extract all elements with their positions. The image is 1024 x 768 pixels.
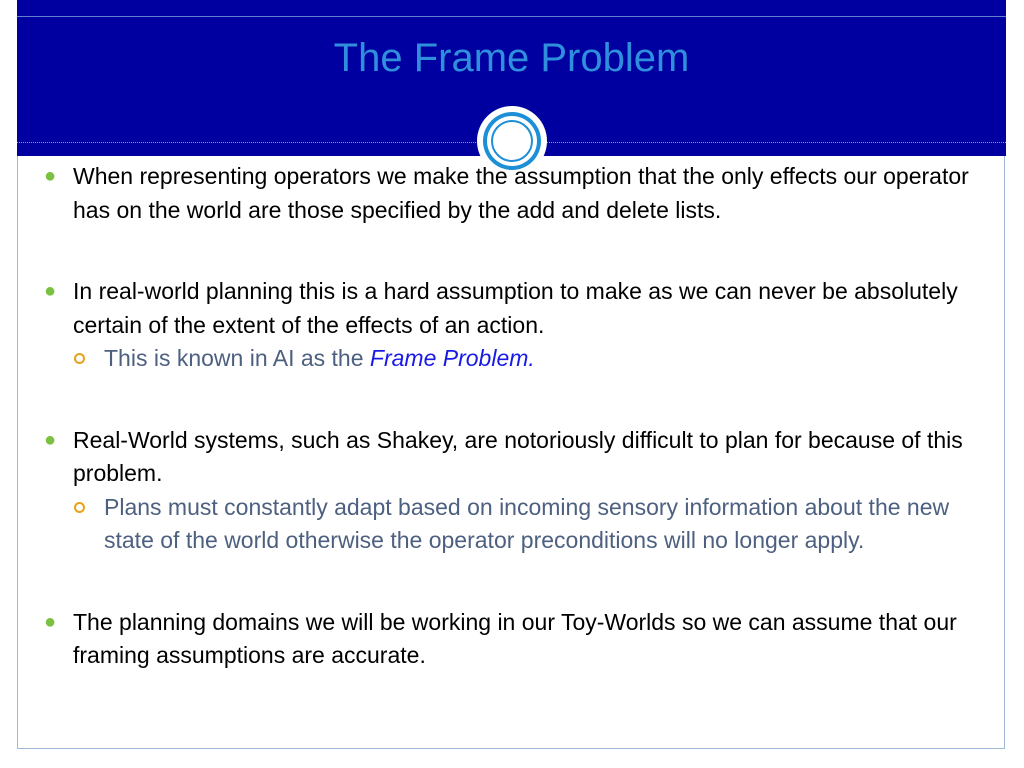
orange-ring-bullet-icon [74, 502, 85, 513]
bullet-text: When representing operators we make the assumption that the only effects our operator has on the world are those specified by the add and delete lists. [73, 163, 969, 223]
spacer [44, 227, 984, 275]
bullet-text: Real-World systems, such as Shakey, are notoriously difficult to plan for because of this problem. [73, 426, 963, 486]
slide-title: The Frame Problem [333, 36, 690, 80]
bullet-item [44, 275, 984, 342]
bullet-text: In real-world planning this is a hard assumption to make as we can never be absolutely certain of the extent of the effects of an action. [73, 278, 958, 338]
sub-bullet-item [44, 491, 984, 558]
spacer [44, 558, 984, 606]
sub-bullet-text: This is known in AI as the [104, 345, 370, 371]
medallion-inner-ring [487, 116, 537, 166]
medallion-core [491, 120, 533, 162]
sub-bullet-item [44, 342, 984, 376]
slide-body [44, 160, 984, 673]
orange-ring-bullet-icon [74, 353, 85, 364]
spacer [44, 376, 984, 424]
green-dot-bullet-icon: ● [44, 610, 57, 633]
sub-bullet-text: Plans must constantly adapt based on incoming sensory information about the new state of the world otherwise the operator preconditions will no longer apply. [104, 493, 950, 553]
bullet-text: The planning domains we will be working in our Toy-Worlds so we can assume that our framing assumptions are accurate. [73, 608, 957, 668]
banner-rule-top [17, 16, 1006, 17]
frame-problem-emphasis: Frame Problem. [369, 345, 535, 371]
bullet-item [44, 160, 984, 227]
green-dot-bullet-icon: ● [44, 165, 57, 187]
bullet-item [44, 424, 984, 491]
bullet-item [44, 606, 984, 673]
green-dot-bullet-icon: ● [44, 428, 57, 451]
green-dot-bullet-icon: ● [44, 280, 57, 302]
